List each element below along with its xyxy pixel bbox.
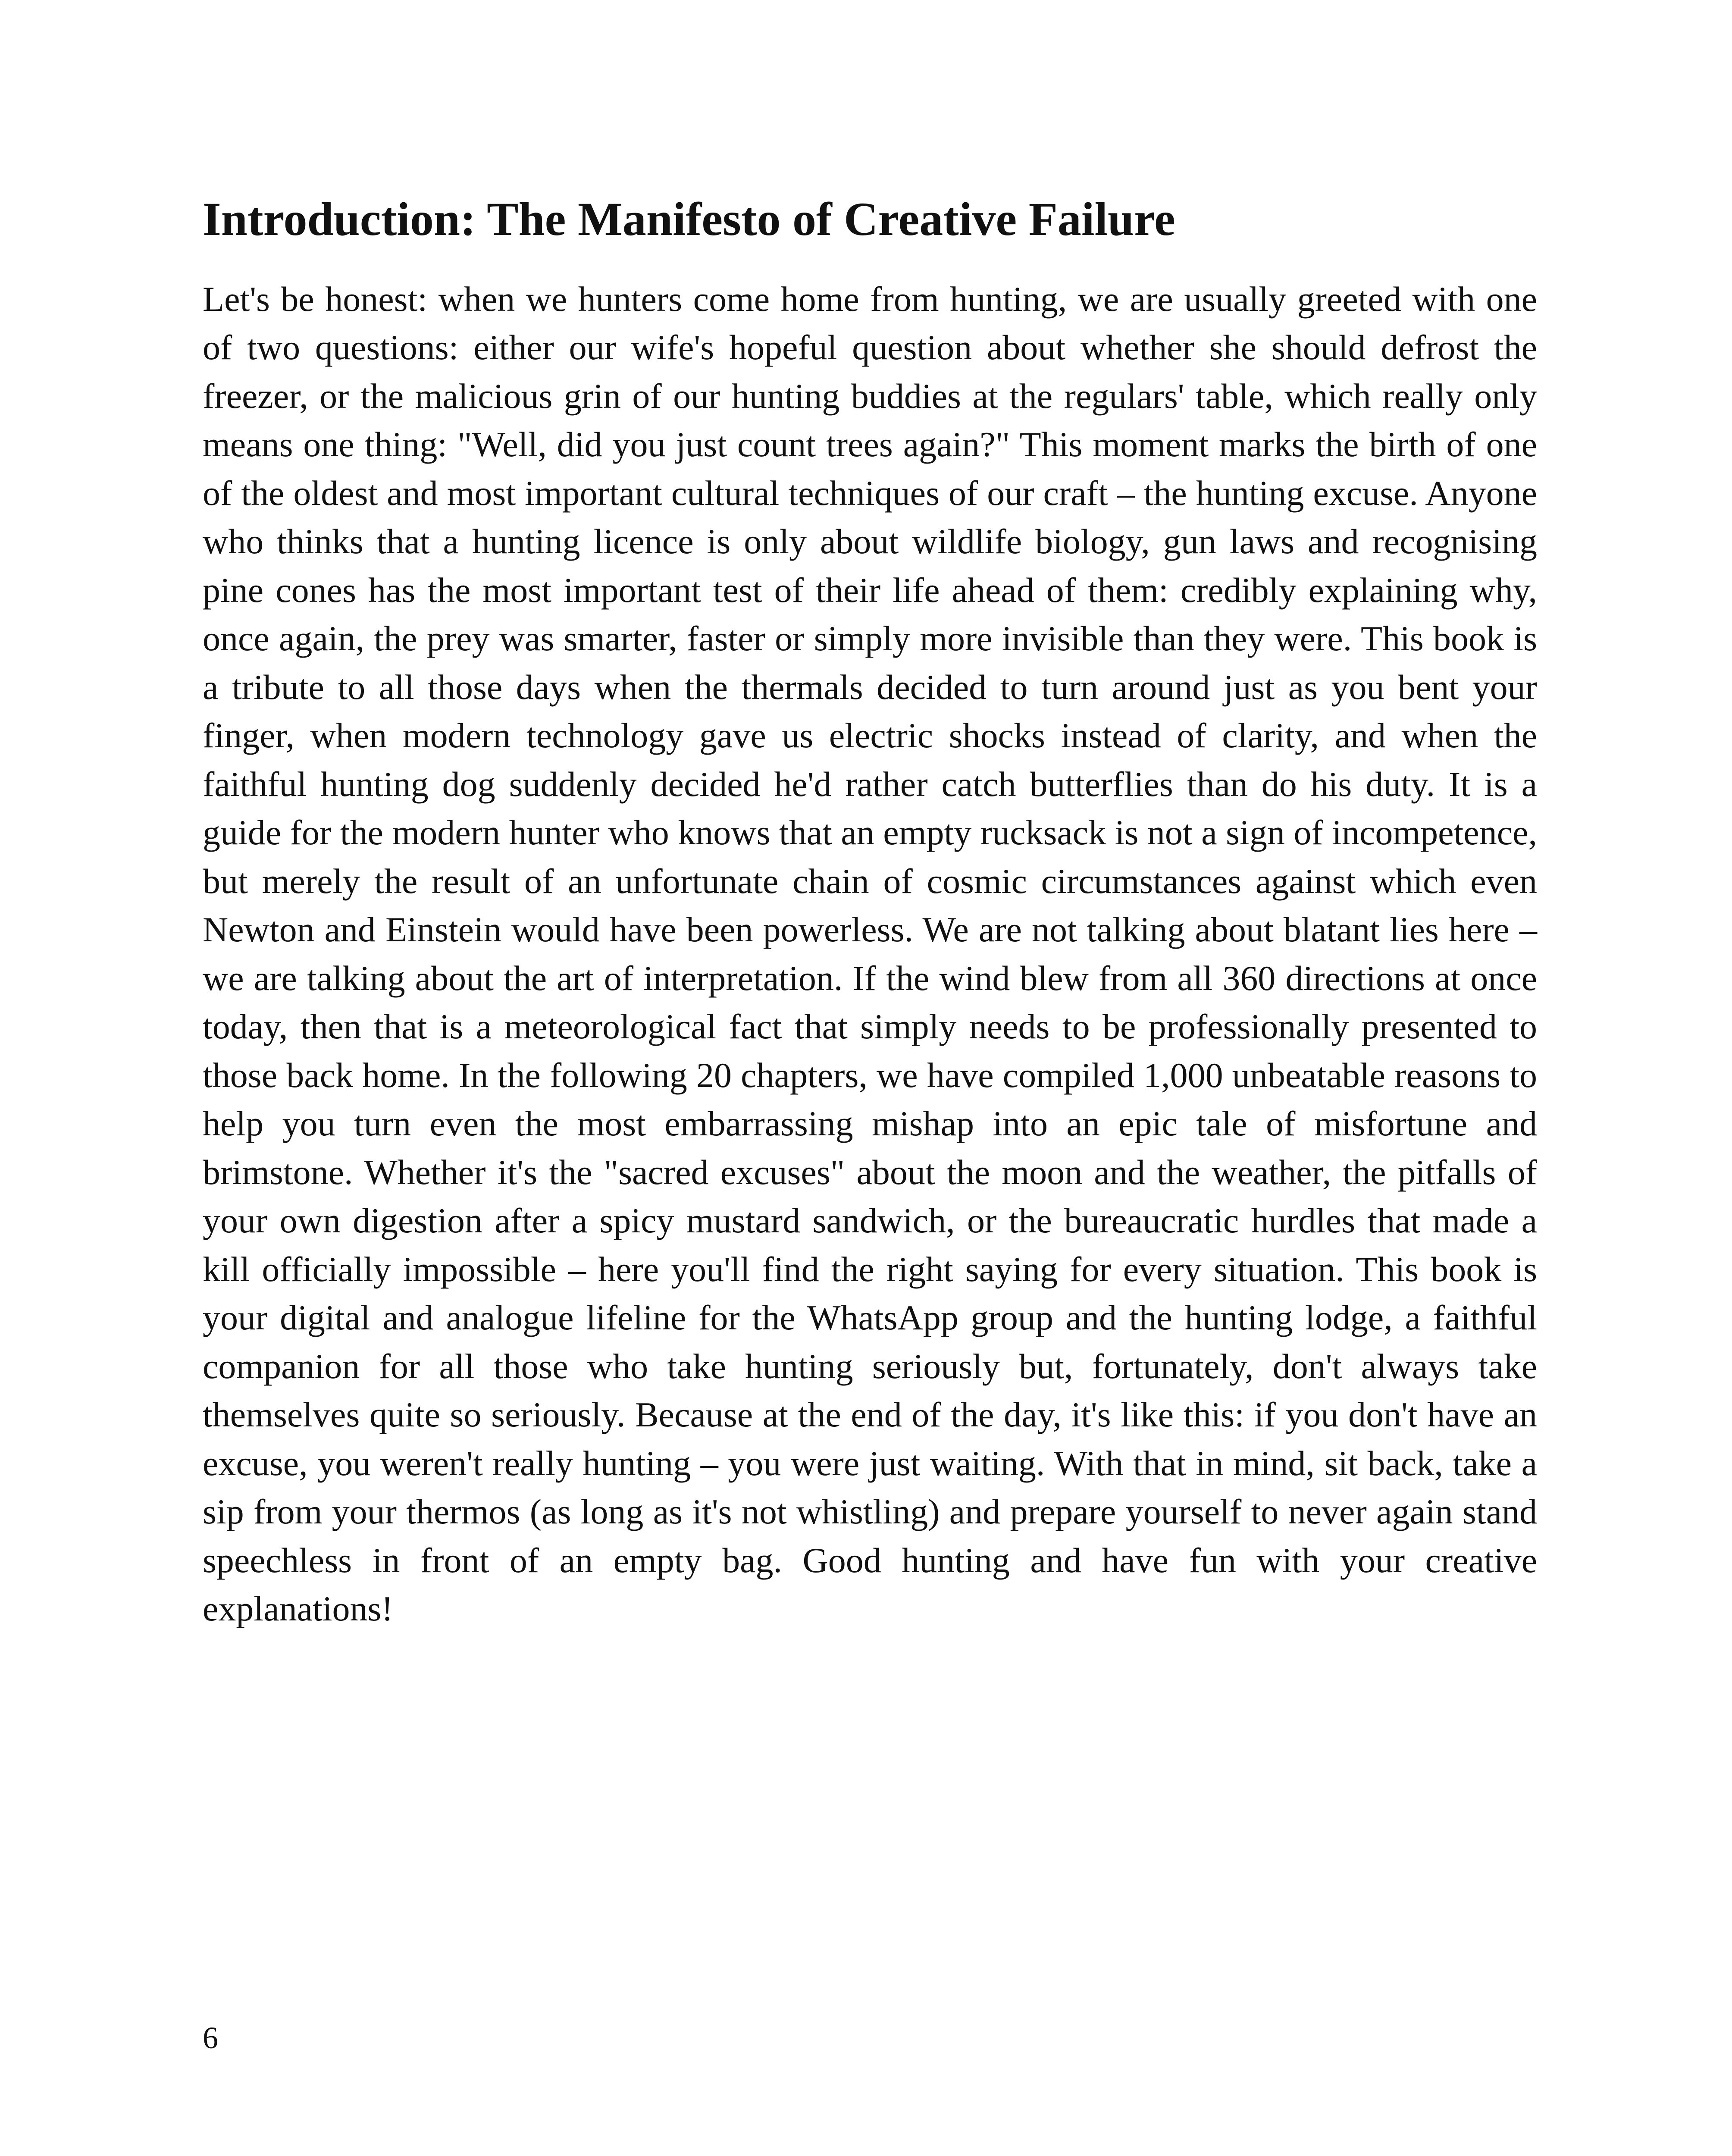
page-number: 6	[203, 2021, 218, 2055]
chapter-title: Introduction: The Manifesto of Creative Failure	[203, 193, 1175, 245]
page-content	[203, 190, 1537, 1633]
body-paragraph: Let's be honest: when we hunters come home from hunting, we are usually greeted with one of two questions: either our wife's hopeful question about whether she should defrost the freezer, or the malicious grin of our hunting buddies at the regulars' table, which really only means one thing: "Well, did you just count trees again?" This moment marks the birth of one of the oldest and most important cultural techniques of our craft – the hunting excuse. Anyone who thinks that a hunting licence is only about wildlife biology, gun laws and recognising pine cones has the most important test of their life ahead of them: credibly explaining why, once again, the prey was smarter, faster or simply more invisible than they were. This book is a tribute to all those days when the thermals decided to turn around just as you bent your finger, when modern technology gave us electric shocks instead of clarity, and when the faithful hunting dog suddenly decided he'd rather catch butterflies than do his duty. It is a guide for the modern hunter who knows that an empty rucksack is not a sign of incompetence, but merely the result of an unfortunate chain of cosmic circumstances against which even Newton and Einstein would have been powerless. We are not talking about blatant lies here – we are talking about the art of interpretation. If the wind blew from all 360 directions at once today, then that is a meteorological fact that simply needs to be professionally presented to those back home. In the following 20 chapters, we have compiled 1,000 unbeatable reasons to help you turn even the most embarrassing mishap into an epic tale of misfortune and brimstone. Whether it's the "sacred excuses" about the moon and the weather, the pitfalls of your own digestion after a spicy mustard sandwich, or the bureaucratic hurdles that made a kill officially impossible – here you'll find the right saying for every situation. This book is your digital and analogue lifeline for the WhatsApp group and the hunting lodge, a faithful companion for all those who take hunting seriously but, fortunately, don't always take themselves quite so seriously. Because at the end of the day, it's like this: if you don't have an excuse, you weren't really hunting – you were just waiting. With that in mind, sit back, take a sip from your thermos (as long as it's not whistling) and prepare yourself to never again stand speechless in front of an empty bag. Good hunting and have fun with your creative explanations!	[203, 279, 1537, 1628]
